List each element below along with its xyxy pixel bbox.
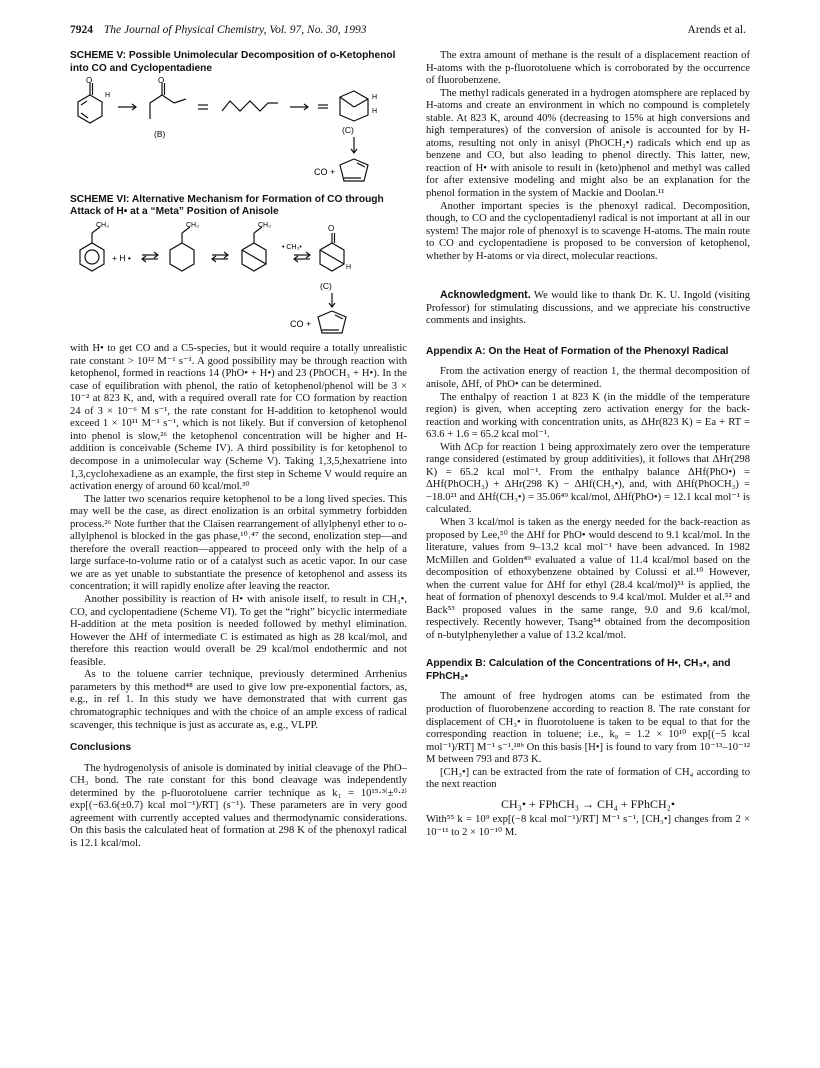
svg-text:H: H — [372, 94, 378, 101]
svg-text:O: O — [86, 77, 93, 85]
svg-text:CH₃: CH₃ — [186, 221, 199, 229]
svg-text:H: H — [346, 263, 352, 271]
ch3-radical: • CH₃• — [282, 243, 302, 251]
appendix-b-paragraph-3: With⁵⁵ k = 10⁹ exp[(−8 kcal mol⁻¹)/RT] M⁻¹ s⁻¹, [CH₃•] changes from 2 × 10⁻¹¹ to 2 × 10⁻¹⁰ M. — [426, 814, 750, 838]
page-number: 7924 — [70, 24, 93, 36]
h-radical: + H • — [112, 252, 131, 263]
appendix-a-paragraph-4: When 3 kcal/mol is taken as the energy needed for the back-reaction as proposed by Lee,⁵⁰ the ΔHf for PhO• would descend to 9.1 kcal/mol. In the literature, values from 9–13.2 kcal mol⁻¹ have been advanced. In 1982 McMillen and Golden⁴⁹ evaluated a value of 11.4 kcal/mol based on the decomposition of ethoxybenzene obtained by Colussi et al.¹⁰ However, when the current value for ΔHf for ethyl (28.4 kcal/mol)⁵¹ is applied, the heat of formation of phenoxyl descends to 9.4 kcal/mol. Mulder et al.⁵² and Back⁵³ proposed values in the same range, 9.0 and 9.6 kcal/mol, respectively. Recently however, Tsang⁵⁴ obtained from the decomposition of n-butylphenylether a value of 13.2 kcal/mol. — [426, 517, 750, 641]
conclusions-paragraph: The hydrogenolysis of anisole is dominated by initial cleavage of the PhO–CH₃ bond. The rate constant for this bond cleavage was independently determined by the p-fluorotoluene carrier technique as k₁ = 10¹⁵·³⁽±⁰·²⁾ exp[(−63.6(±0.7) kcal mol⁻¹)/RT] (s⁻¹). These parameters are in very good agreement with currently accepted values and thermodynamic considerations. On this basis the calculated heat of formation at 298 K of the phenoxyl radical is 12.1 kcal/mol. — [70, 762, 407, 849]
svg-text:O: O — [158, 77, 165, 85]
appendix-a-paragraph-2: The enthalpy of reaction 1 at 823 K (in the middle of the temperature region) is given, when accepting zero activation energy for the back-reaction and working with concentration units, as ΔHr(823 K) = Ea + RT = 63.6 + 1.6 = 65.2 kcal mol⁻¹. — [426, 391, 750, 441]
ketene — [222, 101, 278, 111]
bicyclic-c — [340, 91, 368, 121]
left-paragraph-2: The latter two scenarios require ketophenol to be a long lived species. This may well be the case, as direct enolization is an orbital symmetry forbidden process.²⁶ Note further that the Claisen rearrangement of allylphenyl ether to o-allylphenol is blocked in the gas phase,¹⁰˒⁴⁷ the second, enolization step—and therefore the overall reaction—appeared to proceed only with the help of a large surface-to-volume ratio or of a catalyst such as acetic vapor. In our case we are as yet unable to substantiate the presence of ketophenol and assess its concentration; it will rapidly enolize after leaving the reactor. — [70, 493, 407, 593]
dienone-b — [150, 95, 174, 119]
label-c-6: (C) — [320, 280, 332, 291]
running-header — [70, 24, 746, 40]
scheme-5-figure — [70, 77, 407, 185]
acknowledgment: Acknowledgment. We would like to thank Dr. K. U. Ingold (visiting Professor) for stimulating discussions, and we appreciate his constructive comments and insights. — [426, 289, 750, 327]
left-column — [70, 50, 407, 850]
appendix-a-paragraph-3: With ΔCp for reaction 1 being approximately zero over the temperature range considered (estimated by group additivities), it follows that ΔHr(298 K) = 65.2 kcal mol⁻¹. From the enthalpy balance ΔHf(PhO•) = ΔHf(PhOCH₃) + ΔHr(298 K) − ΔHf(CH₃•), and, with ΔHf(PhOCH₃) = −18.0²¹ and ΔHf(CH₃•) = 35.06⁴⁹ kcal/mol, ΔHf(PhO•) = 12.1 kcal mol⁻¹ is calculated. — [426, 441, 750, 516]
adduct-ring — [170, 243, 194, 271]
authors: Arends et al. — [687, 24, 746, 36]
label-b: (B) — [154, 129, 166, 139]
label-c: (C) — [342, 125, 354, 135]
left-paragraph-3: Another possibility is reaction of H• with anisole itself, to result in CH₃•, CO, and cyclopentadiene (Scheme VI). To get the “right” bicyclic intermediate H-addition at the meta position is needed followed by methyl elimination. However the ΔHf of intermediate C is estimated as high as 28 kcal/mol, and therefore this reaction would overall be 29 kcal/mol endothermic and not feasible. — [70, 594, 407, 668]
right-paragraph-2: The methyl radicals generated in a hydrogen atomsphere are replaced by H-atoms and create an environment in which no compound is completely stable. At 823 K, around 40% (decreasing to 15% at high conversions and high temperatures) of the conversion of anisole is accounted for by H-atoms, resulting not only in anisyl (PhOCH₂•) radicals which end up as benzene and CO, but also leading to phenol directly. This latter, new, reaction of H• with anisole to result in (keto)phenol and methyl was called for after extensive modeling and might also be an explanation for the phenol formation in the system of Mackie and Doolan.¹¹ — [426, 87, 750, 200]
left-paragraph-1: with H• to get CO and a C5-species, but it would require a totally unrealistic rate constant > 10¹² M⁻¹ s⁻¹. A good possibility may be through reaction with ketophenol, formed in reactions 14 (PhO• + H•) and 23 (PhOCH₃ + H•). In the case of equilibration with phenol, the ratio of ketophenol/phenol will be 3 × 10⁻² at 823 K, and, with a required overall rate for CO formation by reaction 24 of 3 × 10⁻⁶ M s⁻¹, the rate constant for H-addition to ketophenol would exceed 1 × 10¹¹ M⁻¹ s⁻¹, which is not likely. But if conversion of ketophenol into phenol is slow,²⁶ the ketophenol concentration will be higher and H-addition is conceivable (Scheme IV). A third possibility is for ketophenol to decompose in a unimolecular way (Scheme V). Taking 1,3,5,hexatriene into 1,3,cyclohexadiene as an example, the first step in Scheme V would require an activation energy of around 60 kcal/mol.³⁰ — [70, 343, 407, 493]
appendix-a-heading: Appendix A: On the Heat of Formation of the Phenoxyl Radical — [426, 345, 729, 357]
scheme-5-title: SCHEME V: Possible Unimolecular Decomposition of o-Ketophenol into CO and Cyclopentadiene — [70, 50, 396, 74]
appendix-b-paragraph-2: [CH₃•] can be extracted from the rate of formation of CH₄ according to the next reaction — [426, 766, 750, 791]
scheme-6-figure — [70, 221, 407, 339]
ketophenol-ring — [78, 95, 102, 123]
svg-text:CH₃: CH₃ — [96, 221, 109, 229]
svg-text:H: H — [105, 92, 111, 99]
right-column — [426, 50, 750, 839]
right-paragraph-1: The extra amount of methane is the result of a displacement reaction of H-atoms with the p-fluorotoluene which is corroborated by the occurrence of fluorobenzene. — [426, 50, 750, 87]
svg-text:H: H — [372, 108, 378, 115]
co-plus-6: CO + — [290, 318, 312, 329]
svg-text:O: O — [328, 223, 335, 233]
appendix-a-paragraph-1: From the activation energy of reaction 1, the thermal decomposition of anisole, ΔHf, of PhO• can be determined. — [426, 366, 750, 390]
svg-text:CH₃: CH₃ — [258, 221, 271, 229]
scheme-6-title: SCHEME VI: Alternative Mechanism for Formation of CO through Attack of H• at a “Meta” Position of Anisole — [70, 193, 384, 218]
co-plus: CO + — [314, 167, 336, 177]
left-paragraph-4: As to the toluene carrier technique, previously determined Arrhenius parameters by this method⁴⁸ are used to give low pre-exponential factors, as, e.g., in ref 1. In this study we have demonstrated that with current gas chromatographic techniques and with the choice of an ample excess of radical scavenger, this technique is just as accurate as, e.g., VLPP. — [70, 669, 407, 731]
journal-citation: The Journal of Physical Chemistry, Vol. 97, No. 30, 1993 — [103, 24, 367, 36]
appendix-b-heading: Appendix B: Calculation of the Concentrations of H•, CH₃•, and FPhCH₂• — [426, 658, 731, 682]
anisole-ring — [80, 243, 104, 271]
conclusions-heading: Conclusions — [70, 742, 132, 754]
right-paragraph-3: Another important species is the phenoxyl radical. Decomposition, though, to CO and the cyclopentadienyl radical is not important at all in our system! The major role of phenoxyl is to scavenge H-atoms. The main route to CO and cyclopentadiene is proposed to be conversion of ketophenol, whether by H-atoms or via direct, molecular reactions. — [426, 200, 750, 262]
appendix-b-paragraph-1: The amount of free hydrogen atoms can be estimated from the production of fluorobenzene according to reaction 8. The rate constant for displacement of CH₃• in fluorotoluene is taken to be equal to that for the corresponding reaction in toluene; i.e., k₈ = 1.2 × 10¹⁰ exp[(−5 kcal mol⁻¹)/RT] M⁻¹ s⁻¹.¹⁸ᵇ On this basis [H•] is found to vary from 10⁻¹³–10⁻¹² M between 793 and 873 K. — [426, 691, 750, 766]
methane-equation: CH₃• + FPhCH₃ → CH₄ + FPhCH₂• — [500, 796, 676, 811]
